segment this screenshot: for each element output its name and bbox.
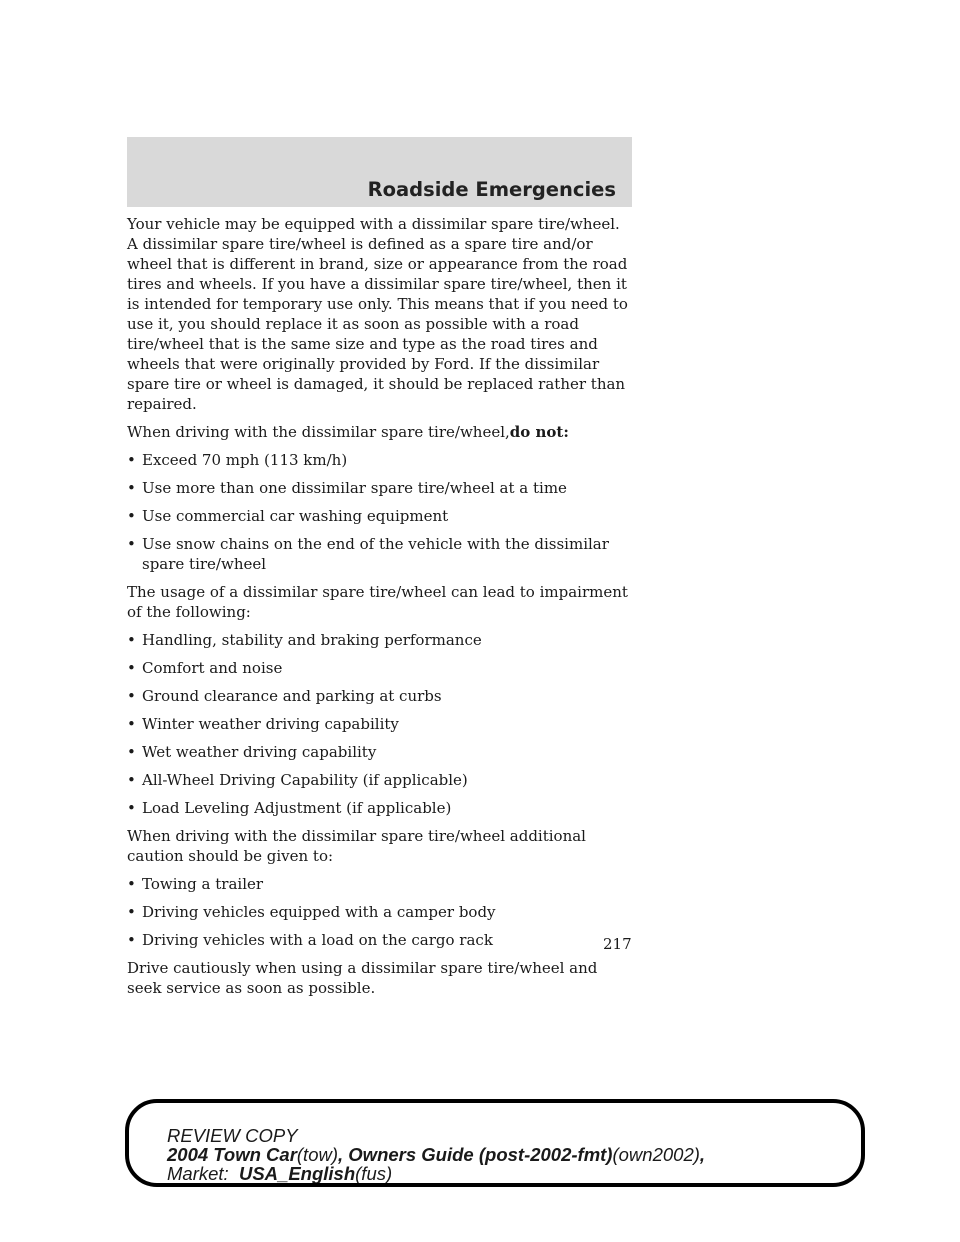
bullet-icon: • <box>127 451 136 469</box>
bullet-icon: • <box>127 799 136 817</box>
caution-list <box>127 874 635 950</box>
list-item: • Comfort and noise <box>127 659 283 677</box>
bullet-icon: • <box>127 903 136 921</box>
list-item: • Exceed 70 mph (113 km/h) <box>127 451 348 469</box>
bullet-icon: • <box>127 631 136 649</box>
bullet-icon: • <box>127 743 136 761</box>
list-item: • Wet weather driving capability <box>127 743 377 761</box>
impairment-paragraph: The usage of a dissimilar spare tire/wheel can lead to impairment of the following: <box>127 583 628 621</box>
review-copy-footer <box>125 1099 865 1187</box>
do-not-paragraph: When driving with the dissimilar spare tire/wheel,do not: <box>127 423 569 441</box>
bullet-icon: • <box>127 715 136 733</box>
list-item: • All-Wheel Driving Capability (if applicable) <box>127 771 468 789</box>
list-item: • Ground clearance and parking at curbs <box>127 687 442 705</box>
list-item: • Handling, stability and braking performance <box>127 631 482 649</box>
page-content <box>127 214 635 1006</box>
list-item: • Use more than one dissimilar spare tire/wheel at a time <box>127 479 567 497</box>
bullet-icon: • <box>127 771 136 789</box>
page-number: 217 <box>603 935 632 953</box>
section-header-band <box>127 137 632 207</box>
intro-paragraph: Your vehicle may be equipped with a dissimilar spare tire/wheel. A dissimilar spare tire/wheel is defined as a spare tire and/or wheel that is different in brand, size or appearance from the road tires and wheels. If you have a dissimilar spare tire/wheel, then it is intended for temporary use only. This means that if you need to use it, you should replace it as soon as possible with a road tire/wheel that is the same size and type as the road tires and wheels that were originally provided by Ford. If the dissimilar spare tire or wheel is damaged, it should be replaced rather than repaired. <box>127 215 628 413</box>
list-item: • Driving vehicles with a load on the cargo rack <box>127 931 493 949</box>
footer-text <box>167 1126 705 1183</box>
list-item: • Use snow chains on the end of the vehicle with the dissimilar spare tire/wheel <box>127 535 609 573</box>
list-item: • Use commercial car washing equipment <box>127 507 449 525</box>
do-not-list <box>127 450 635 574</box>
do-not-label: do not: <box>509 423 569 441</box>
bullet-icon: • <box>127 931 136 949</box>
list-item: • Winter weather driving capability <box>127 715 399 733</box>
bullet-icon: • <box>127 875 136 893</box>
footer-review-copy: REVIEW COPY <box>167 1125 298 1146</box>
closing-paragraph: Drive cautiously when using a dissimilar spare tire/wheel and seek service as soon as possible. <box>127 959 598 997</box>
list-item: • Load Leveling Adjustment (if applicable) <box>127 799 452 817</box>
bullet-icon: • <box>127 479 136 497</box>
caution-paragraph: When driving with the dissimilar spare tire/wheel additional caution should be given to: <box>127 827 586 865</box>
section-title: Roadside Emergencies <box>367 178 616 201</box>
impairment-list <box>127 630 635 818</box>
footer-model-line: 2004 Town Car(tow), Owners Guide (post-2002-fmt)(own2002), <box>167 1144 706 1165</box>
bullet-icon: • <box>127 507 136 525</box>
bullet-icon: • <box>127 535 136 553</box>
list-item: • Driving vehicles equipped with a camper body <box>127 903 496 921</box>
bullet-icon: • <box>127 659 136 677</box>
bullet-icon: • <box>127 687 136 705</box>
footer-market-line: Market: USA_English(fus) <box>167 1163 393 1184</box>
list-item: • Towing a trailer <box>127 875 264 893</box>
